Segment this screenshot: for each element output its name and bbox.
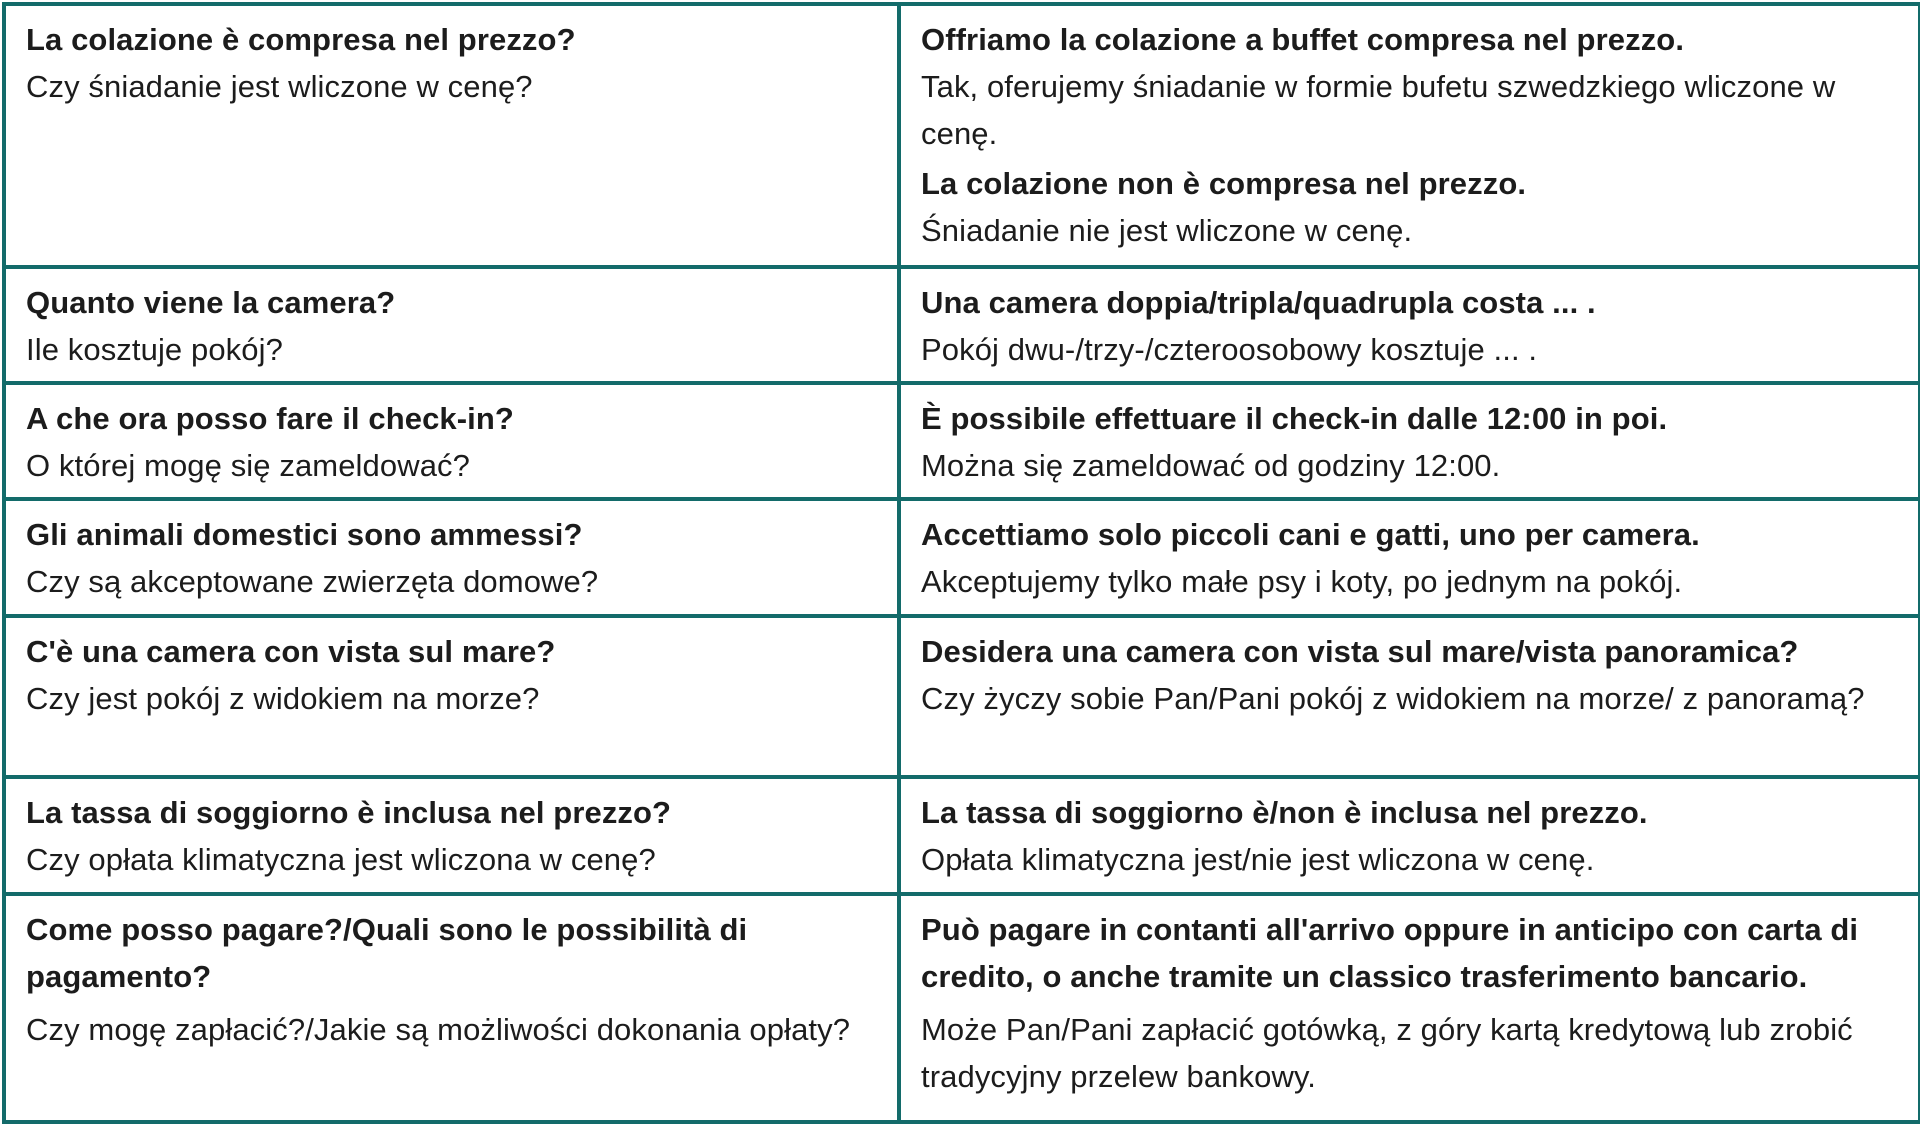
- answer-italian: Accettiamo solo piccoli cani e gatti, uno per camera.: [921, 517, 1700, 552]
- table-row: [4, 4, 1920, 267]
- answer-polish: Można się zameldować od godziny 12:00.: [921, 448, 1501, 483]
- question-polish: O której mogę się zameldować?: [26, 448, 470, 483]
- question-cell: [4, 4, 899, 267]
- answer-italian: Offriamo la colazione a buffet compresa nel prezzo.: [921, 22, 1685, 57]
- question-cell: [4, 499, 899, 616]
- question-italian: C'è una camera con vista sul mare?: [26, 634, 556, 669]
- answer-polish: Tak, oferujemy śniadanie w formie bufetu szwedzkiego wliczone w cenę.: [921, 69, 1836, 151]
- answer-cell: [899, 383, 1920, 499]
- question-cell: [4, 267, 899, 383]
- answer-cell: [899, 267, 1920, 383]
- table-row: [4, 894, 1920, 1122]
- question-polish: Czy śniadanie jest wliczone w cenę?: [26, 69, 533, 104]
- answer-block: [921, 16, 1898, 157]
- question-cell: [4, 894, 899, 1122]
- answer-cell: [899, 616, 1920, 777]
- answer-polish: Opłata klimatyczna jest/nie jest wliczona w cenę.: [921, 842, 1595, 877]
- answer-italian: La colazione non è compresa nel prezzo.: [921, 166, 1527, 201]
- table-row: [4, 616, 1920, 777]
- answer-polish: Może Pan/Pani zapłacić gotówką, z góry kartą kredytową lub zrobić tradycyjny przelew bankowy.: [921, 1012, 1853, 1094]
- answer-italian: La tassa di soggiorno è/non è inclusa nel prezzo.: [921, 795, 1648, 830]
- question-italian: Come posso pagare?/Quali sono le possibilità di pagamento?: [26, 912, 748, 994]
- question-cell: [4, 777, 899, 894]
- answer-polish: Pokój dwu-/trzy-/czteroosobowy kosztuje ... .: [921, 332, 1538, 367]
- table-row: [4, 777, 1920, 894]
- answer-polish: Czy życzy sobie Pan/Pani pokój z widokiem na morze/ z panoramą?: [921, 681, 1865, 716]
- answer-italian: Desidera una camera con vista sul mare/vista panoramica?: [921, 634, 1799, 669]
- answer-italian: Una camera doppia/tripla/quadrupla costa ... .: [921, 285, 1596, 320]
- answer-polish: Śniadanie nie jest wliczone w cenę.: [921, 213, 1413, 248]
- answer-block: [921, 160, 1898, 254]
- answer-italian: Può pagare in contanti all'arrivo oppure in anticipo con carta di credito, o anche tramite un classico trasferimento bancario.: [921, 912, 1859, 994]
- table-row: [4, 267, 1920, 383]
- question-cell: [4, 616, 899, 777]
- answer-polish: Akceptujemy tylko małe psy i koty, po jednym na pokój.: [921, 564, 1683, 599]
- table-row: [4, 383, 1920, 499]
- answer-cell: [899, 894, 1920, 1122]
- question-italian: La colazione è compresa nel prezzo?: [26, 22, 576, 57]
- answer-cell: [899, 4, 1920, 267]
- question-italian: Gli animali domestici sono ammessi?: [26, 517, 583, 552]
- question-italian: A che ora posso fare il check-in?: [26, 401, 514, 436]
- answer-italian: È possibile effettuare il check-in dalle 12:00 in poi.: [921, 401, 1668, 436]
- answer-cell: [899, 777, 1920, 894]
- question-polish: Ile kosztuje pokój?: [26, 332, 283, 367]
- question-polish: Czy są akceptowane zwierzęta domowe?: [26, 564, 599, 599]
- table-row: [4, 499, 1920, 616]
- question-polish: Czy jest pokój z widokiem na morze?: [26, 681, 540, 716]
- question-cell: [4, 383, 899, 499]
- question-italian: Quanto viene la camera?: [26, 285, 396, 320]
- question-italian: La tassa di soggiorno è inclusa nel prezzo?: [26, 795, 672, 830]
- answer-cell: [899, 499, 1920, 616]
- question-polish: Czy opłata klimatyczna jest wliczona w cenę?: [26, 842, 656, 877]
- question-polish: Czy mogę zapłacić?/Jakie są możliwości dokonania opłaty?: [26, 1012, 851, 1047]
- phrasebook-table: [2, 2, 1920, 1124]
